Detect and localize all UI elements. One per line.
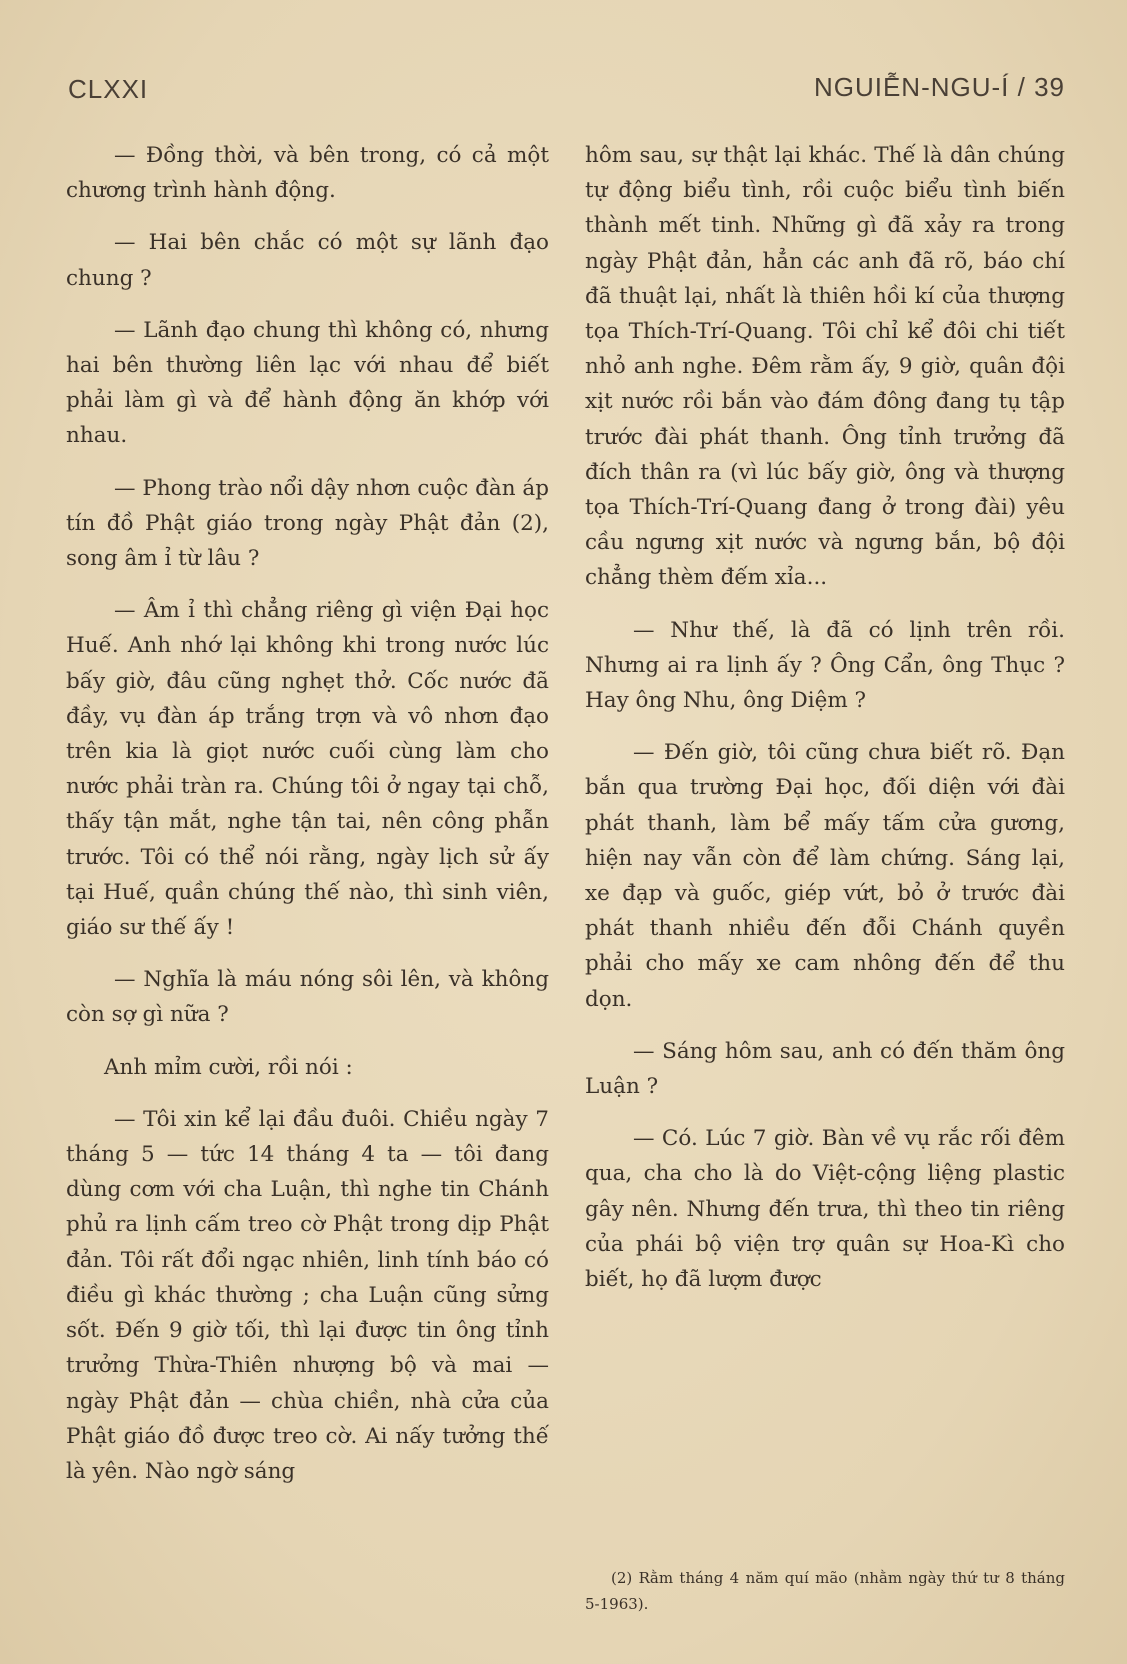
left-column [66, 138, 549, 1506]
paragraph: — Có. Lúc 7 giờ. Bàn về vụ rắc rối đêm qua, cha cho là do Việt-cộng liệng plastic gây nên. Nhưng đến trưa, thì theo tin riêng của phái bộ viện trợ quân sự Hoa-Kì cho biết, họ đã lượm được [585, 1126, 1065, 1293]
author-page-number: NGUIỄN-NGU-Í / 39 [813, 72, 1065, 102]
chapter-number: CLXXI [68, 74, 149, 104]
paragraph: — Phong trào nổi dậy nhơn cuộc đàn áp tín đồ Phật giáo trong ngày Phật đản (2), song âm ỉ từ lâu ? [66, 475, 549, 572]
paragraph: — Nghĩa là máu nóng sôi lên, và không còn sợ gì nữa ? [66, 967, 549, 1028]
paragraph: — Như thế, là đã có lịnh trên rồi. Nhưng ai ra lịnh ấy ? Ông Cẩn, ông Thục ? Hay ông Nhu, ông Diệm ? [585, 617, 1065, 714]
paragraph: — Đồng thời, và bên trong, có cả một chương trình hành động. [66, 143, 549, 204]
right-column [585, 138, 1065, 1314]
paragraph: — Hai bên chắc có một sự lãnh đạo chung ? [66, 230, 549, 291]
paragraph: hôm sau, sự thật lại khác. Thế là dân chúng tự động biểu tình, rồi cuộc biểu tình biến thành mết tinh. Những gì đã xảy ra trong ngày Phật đản, hẳn các anh đã rõ, báo chí đã thuật lại, nhất là thiên hồi kí của thượng tọa Thích-Trí-Quang. Tôi chỉ kể đôi chi tiết nhỏ anh nghe. Đêm rằm ấy, 9 giờ, quân đội xịt nước rồi bắn vào đám đông đang tụ tập trước đài phát thanh. Ông tỉnh trưởng đã đích thân ra (vì lúc bấy giờ, ông và thượng tọa Thích-Trí-Quang đang ở trong đài) yêu cầu ngưng xịt nước và ngưng bắn, bộ đội chẳng thèm đếm xỉa... [585, 143, 1065, 591]
paragraph: — Âm ỉ thì chẳng riêng gì viện Đại học Huế. Anh nhớ lại không khi trong nước lúc bấy giờ, đâu cũng nghẹt thở. Cốc nước đã đầy, vụ đàn áp trắng trợn và vô nhơn đạo trên kia là giọt nước cuối cùng làm cho nước phải tràn ra. Chúng tôi ở ngay tại chỗ, thấy tận mắt, nghe tận tai, nên công phẫn trước. Tôi có thể nói rằng, ngày lịch sử ấy tại Huế, quần chúng thế nào, thì sinh viên, giáo sư thế ấy ! [66, 598, 549, 941]
paragraph: — Sáng hôm sau, anh có đến thăm ông Luận ? [585, 1038, 1065, 1100]
paragraph: — Đến giờ, tôi cũng chưa biết rõ. Đạn bắn qua trường Đại học, đối diện với đài phát thanh, làm bể mấy tấm cửa gương, hiện nay vẫn còn để làm chứng. Sáng lại, xe đạp và guốc, giép vứt, bỏ ở trước đài phát thanh nhiều đến đỗi Chánh quyền phải cho mấy xe cam nhông đến để thu dọn. [585, 740, 1065, 1012]
paragraph: — Tôi xin kể lại đầu đuôi. Chiều ngày 7 tháng 5 — tức 14 tháng 4 ta — tôi đang dùng cơm với cha Luận, thì nghe tin Chánh phủ ra lịnh cấm treo cờ Phật trong dịp Phật đản. Tôi rất đổi ngạc nhiên, linh tính báo có điều gì khác thường ; cha Luận cũng sửng sốt. Đến 9 giờ tối, thì lại được tin ông tỉnh trưởng Thừa-Thiên nhượng bộ và mai — ngày Phật đản — chùa chiền, nhà cửa của Phật giáo đồ được treo cờ. Ai nấy tưởng thế là yên. Nào ngờ sáng [66, 1106, 549, 1484]
paragraph: Anh mỉm cười, rồi nói : [104, 1054, 353, 1080]
paragraph: — Lãnh đạo chung thì không có, nhưng hai bên thường liên lạc với nhau để biết phải làm gì và để hành động ăn khớp với nhau. [66, 317, 549, 449]
footnote: (2) Rằm tháng 4 năm quí mão (nhằm ngày thứ tư 8 tháng 5-1963). [585, 1569, 1065, 1613]
